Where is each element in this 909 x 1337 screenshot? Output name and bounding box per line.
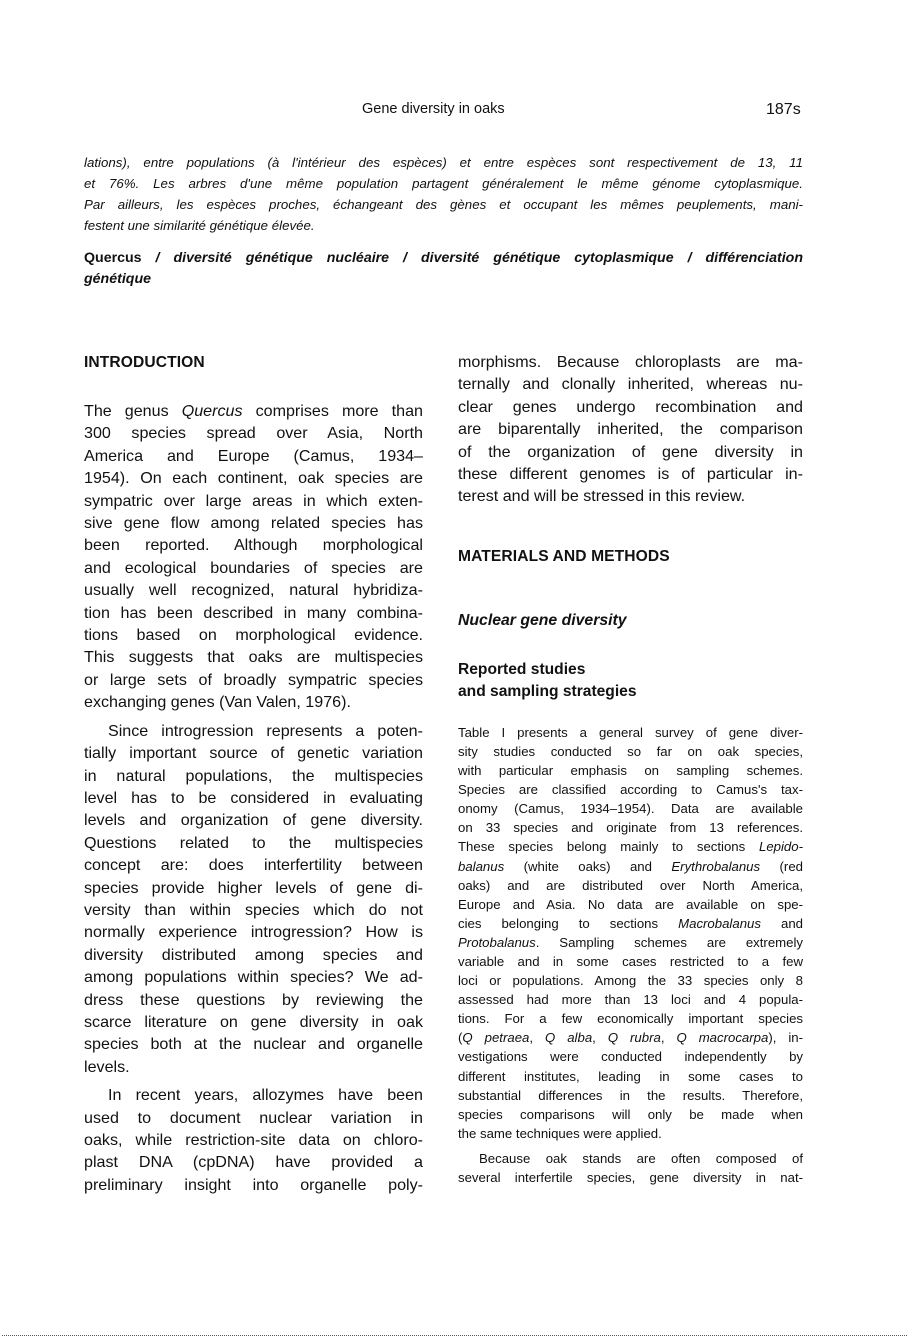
- paragraph-line: preliminary insight into organelle poly-: [84, 1175, 423, 1194]
- running-title: Gene diversity in oaks: [362, 101, 505, 117]
- paragraph-line: the same techniques were applied.: [458, 1125, 662, 1141]
- subsubheading-line: Reported studies: [458, 660, 586, 678]
- paragraph-line: clear genes undergo recombination and: [458, 397, 803, 416]
- paragraph-line: This suggests that oaks are multispecies: [84, 648, 423, 667]
- paragraph-line: these different genomes is of particular in-: [458, 465, 803, 484]
- paragraph-line: [84, 400, 423, 422]
- paragraph-line: terest and will be stressed in this review.: [458, 487, 746, 506]
- paragraph-line: onomy (Camus, 1934–1954). Data are available: [458, 801, 803, 817]
- abstract-line: festent une similarité génétique élevée.: [84, 218, 315, 233]
- paragraph-line: several interfertile species, gene diversity in nat-: [458, 1170, 803, 1185]
- paragraph-line: 300 species spread over Asia, North: [84, 424, 423, 443]
- paragraph-line: tions based on morphological evidence.: [84, 626, 423, 645]
- paragraph-line: species both at the nuclear and organelle: [84, 1035, 423, 1054]
- paragraph-line: Questions related to the multispecies: [84, 833, 423, 852]
- paragraph-line: America and Europe (Camus, 1934–: [84, 446, 423, 465]
- species-name: Q alba: [545, 1030, 593, 1046]
- keyword-genus: Quercus: [84, 250, 142, 266]
- paragraph-line: dress these questions by reviewing the: [84, 990, 423, 1009]
- keywords-line: génétique: [84, 271, 152, 287]
- paragraph-line: levels.: [84, 1057, 130, 1076]
- paragraph-line: level has to be considered in evaluating: [84, 788, 423, 807]
- abstract-line: lations), entre populations (à l'intérieur des espèces) et entre espèces sont respectivement de 13, 11: [84, 155, 803, 170]
- running-head: [0, 101, 909, 121]
- subsubheading-line: and sampling strategies: [458, 682, 637, 700]
- text-run: (white oaks) and: [504, 858, 672, 874]
- paragraph-line: are biparentally inherited, the comparison: [458, 420, 803, 439]
- taxon-name: Macrobalanus: [678, 915, 761, 931]
- paragraph-line: exchanging genes (Van Valen, 1976).: [84, 693, 351, 712]
- keywords-line: [84, 248, 803, 269]
- text-run: These species belong mainly to sections: [458, 839, 759, 855]
- text-run: The genus: [84, 402, 182, 420]
- paragraph-line: different institutes, leading in some cases to: [458, 1068, 803, 1084]
- paragraph-line: [458, 837, 803, 856]
- intro-paragraph-2: [84, 720, 423, 1079]
- paragraph-line: plast DNA (cpDNA) have provided a: [84, 1153, 423, 1172]
- paragraph-line: of the organization of gene diversity in: [458, 442, 803, 461]
- paragraph-line: been reported. Although morphological: [84, 536, 423, 555]
- methods-paragraph-1: [458, 723, 803, 1143]
- paragraph-line: tially important source of genetic variation: [84, 744, 423, 763]
- paragraph-line: ternally and clonally inherited, whereas nu-: [458, 375, 803, 394]
- abstract-line: Par ailleurs, les espèces proches, échangeant des gènes et occupant les mêmes peuplements, mani-: [84, 197, 803, 212]
- abstract-french: [84, 152, 803, 236]
- paragraph-line: sity studies conducted so far on oak species,: [458, 743, 803, 759]
- paragraph-line: usually well recognized, natural hybridiza-: [84, 581, 423, 600]
- paragraph-line: substantial differences in the results. Therefore,: [458, 1087, 803, 1103]
- paragraph-line: 1954). On each continent, oak species are: [84, 469, 423, 488]
- paragraph-line: Since introgression represents a poten-: [108, 721, 423, 740]
- paragraph-line: loci or populations. Among the 33 species only 8: [458, 973, 803, 989]
- paragraph-line: sympatric over large areas in which exten-: [84, 491, 423, 510]
- paragraph-line: morphisms. Because chloroplasts are ma-: [458, 353, 803, 371]
- section-heading-introduction: INTRODUCTION: [84, 354, 205, 371]
- abstract-line: et 76%. Les arbres d'une même population partagent généralement le même génome cytoplasmique.: [84, 176, 803, 191]
- paragraph-line: variable and in some cases restricted to a few: [458, 953, 803, 969]
- page-number: 187s: [766, 101, 801, 118]
- paragraph-line: species comparisons will only be made when: [458, 1106, 803, 1122]
- text-run: and: [760, 915, 803, 931]
- keywords-rest: / diversité génétique nucléaire / diversité génétique cytoplasmique / différenciation: [141, 250, 803, 266]
- section-heading-materials-methods: MATERIALS AND METHODS: [458, 547, 670, 565]
- paragraph-line: vestigations were conducted independently by: [458, 1049, 803, 1065]
- paragraph-line: assessed had more than 13 loci and 4 popula-: [458, 992, 803, 1008]
- taxon-name: balanus: [458, 858, 505, 874]
- paragraph-line: oaks, while restriction-site data on chloro-: [84, 1131, 423, 1149]
- paragraph-line: [458, 933, 803, 952]
- text-run: ), in-: [768, 1030, 804, 1046]
- left-column: [84, 350, 423, 1196]
- text-run: (red: [760, 858, 803, 874]
- intro-paragraph-3-continued: [458, 351, 803, 508]
- paragraph-line: with particular emphasis on sampling schemes.: [458, 763, 803, 779]
- paragraph-line: among populations within species? We ad-: [84, 968, 423, 987]
- text-run: ,: [592, 1030, 608, 1046]
- paragraph-line: scarce literature on gene diversity in oak: [84, 1012, 423, 1031]
- paragraph-line: and ecological boundaries of species are: [84, 558, 423, 577]
- paragraph-line: Table I presents a general survey of gene diver-: [458, 724, 803, 740]
- text-run: ,: [529, 1030, 545, 1046]
- paragraph-line: on 33 species and originate from 13 references.: [458, 820, 803, 836]
- text-run: (: [458, 1030, 463, 1046]
- text-run: ,: [660, 1030, 677, 1046]
- intro-paragraph-3: [84, 1084, 423, 1196]
- paragraph-line: tion has been described in many combina-: [84, 603, 423, 622]
- right-column: [458, 350, 803, 1187]
- paragraph-line: Species are classified according to Camus's tax-: [458, 782, 803, 798]
- paragraph-line: tions. For a few economically important species: [458, 1011, 803, 1027]
- paragraph-line: [458, 1028, 803, 1047]
- paragraph-line: [458, 857, 803, 876]
- paragraph-line: oaks) and are distributed over North America,: [458, 877, 803, 893]
- paragraph-line: versity than within species which do not: [84, 900, 423, 919]
- species-name: Q petraea: [462, 1030, 530, 1046]
- genus-name: Quercus: [181, 402, 243, 420]
- paragraph-line: in natural populations, the multispecies: [84, 766, 423, 785]
- paragraph-line: concept are: does interfertility between: [84, 856, 423, 875]
- paragraph-line: In recent years, allozymes have been: [108, 1086, 423, 1105]
- text-run: . Sampling schemes are extremely: [535, 934, 803, 950]
- paragraph-line: species provide higher levels of gene di-: [84, 878, 423, 897]
- subsubheading-reported-studies: [458, 659, 803, 703]
- text-run: comprises more than: [242, 402, 423, 420]
- paragraph-line: [458, 914, 803, 933]
- paragraph-line: Because oak stands are often composed of: [479, 1150, 803, 1166]
- intro-paragraph-1: [84, 400, 423, 714]
- page-bottom-rule: [2, 1335, 907, 1336]
- taxon-name: Protobalanus: [458, 934, 536, 950]
- keywords: [84, 248, 803, 290]
- taxon-name: Erythrobalanus: [671, 858, 761, 874]
- text-run: cies belonging to sections: [458, 915, 679, 931]
- paragraph-line: levels and organization of gene diversity.: [84, 811, 423, 830]
- species-name: Q macrocarpa: [676, 1030, 769, 1046]
- methods-paragraph-2: [458, 1149, 803, 1187]
- paragraph-line: normally experience introgression? How is: [84, 923, 423, 942]
- paragraph-line: Europe and Asia. No data are available on spe-: [458, 896, 803, 912]
- subheading-nuclear-gene-diversity: Nuclear gene diversity: [458, 611, 627, 629]
- species-name: Q rubra: [607, 1030, 661, 1046]
- taxon-name: Lepido-: [759, 839, 803, 855]
- paragraph-line: or large sets of broadly sympatric species: [84, 670, 423, 689]
- paragraph-line: used to document nuclear variation in: [84, 1108, 423, 1127]
- paragraph-line: sive gene flow among related species has: [84, 514, 423, 533]
- paragraph-line: diversity distributed among species and: [84, 945, 423, 964]
